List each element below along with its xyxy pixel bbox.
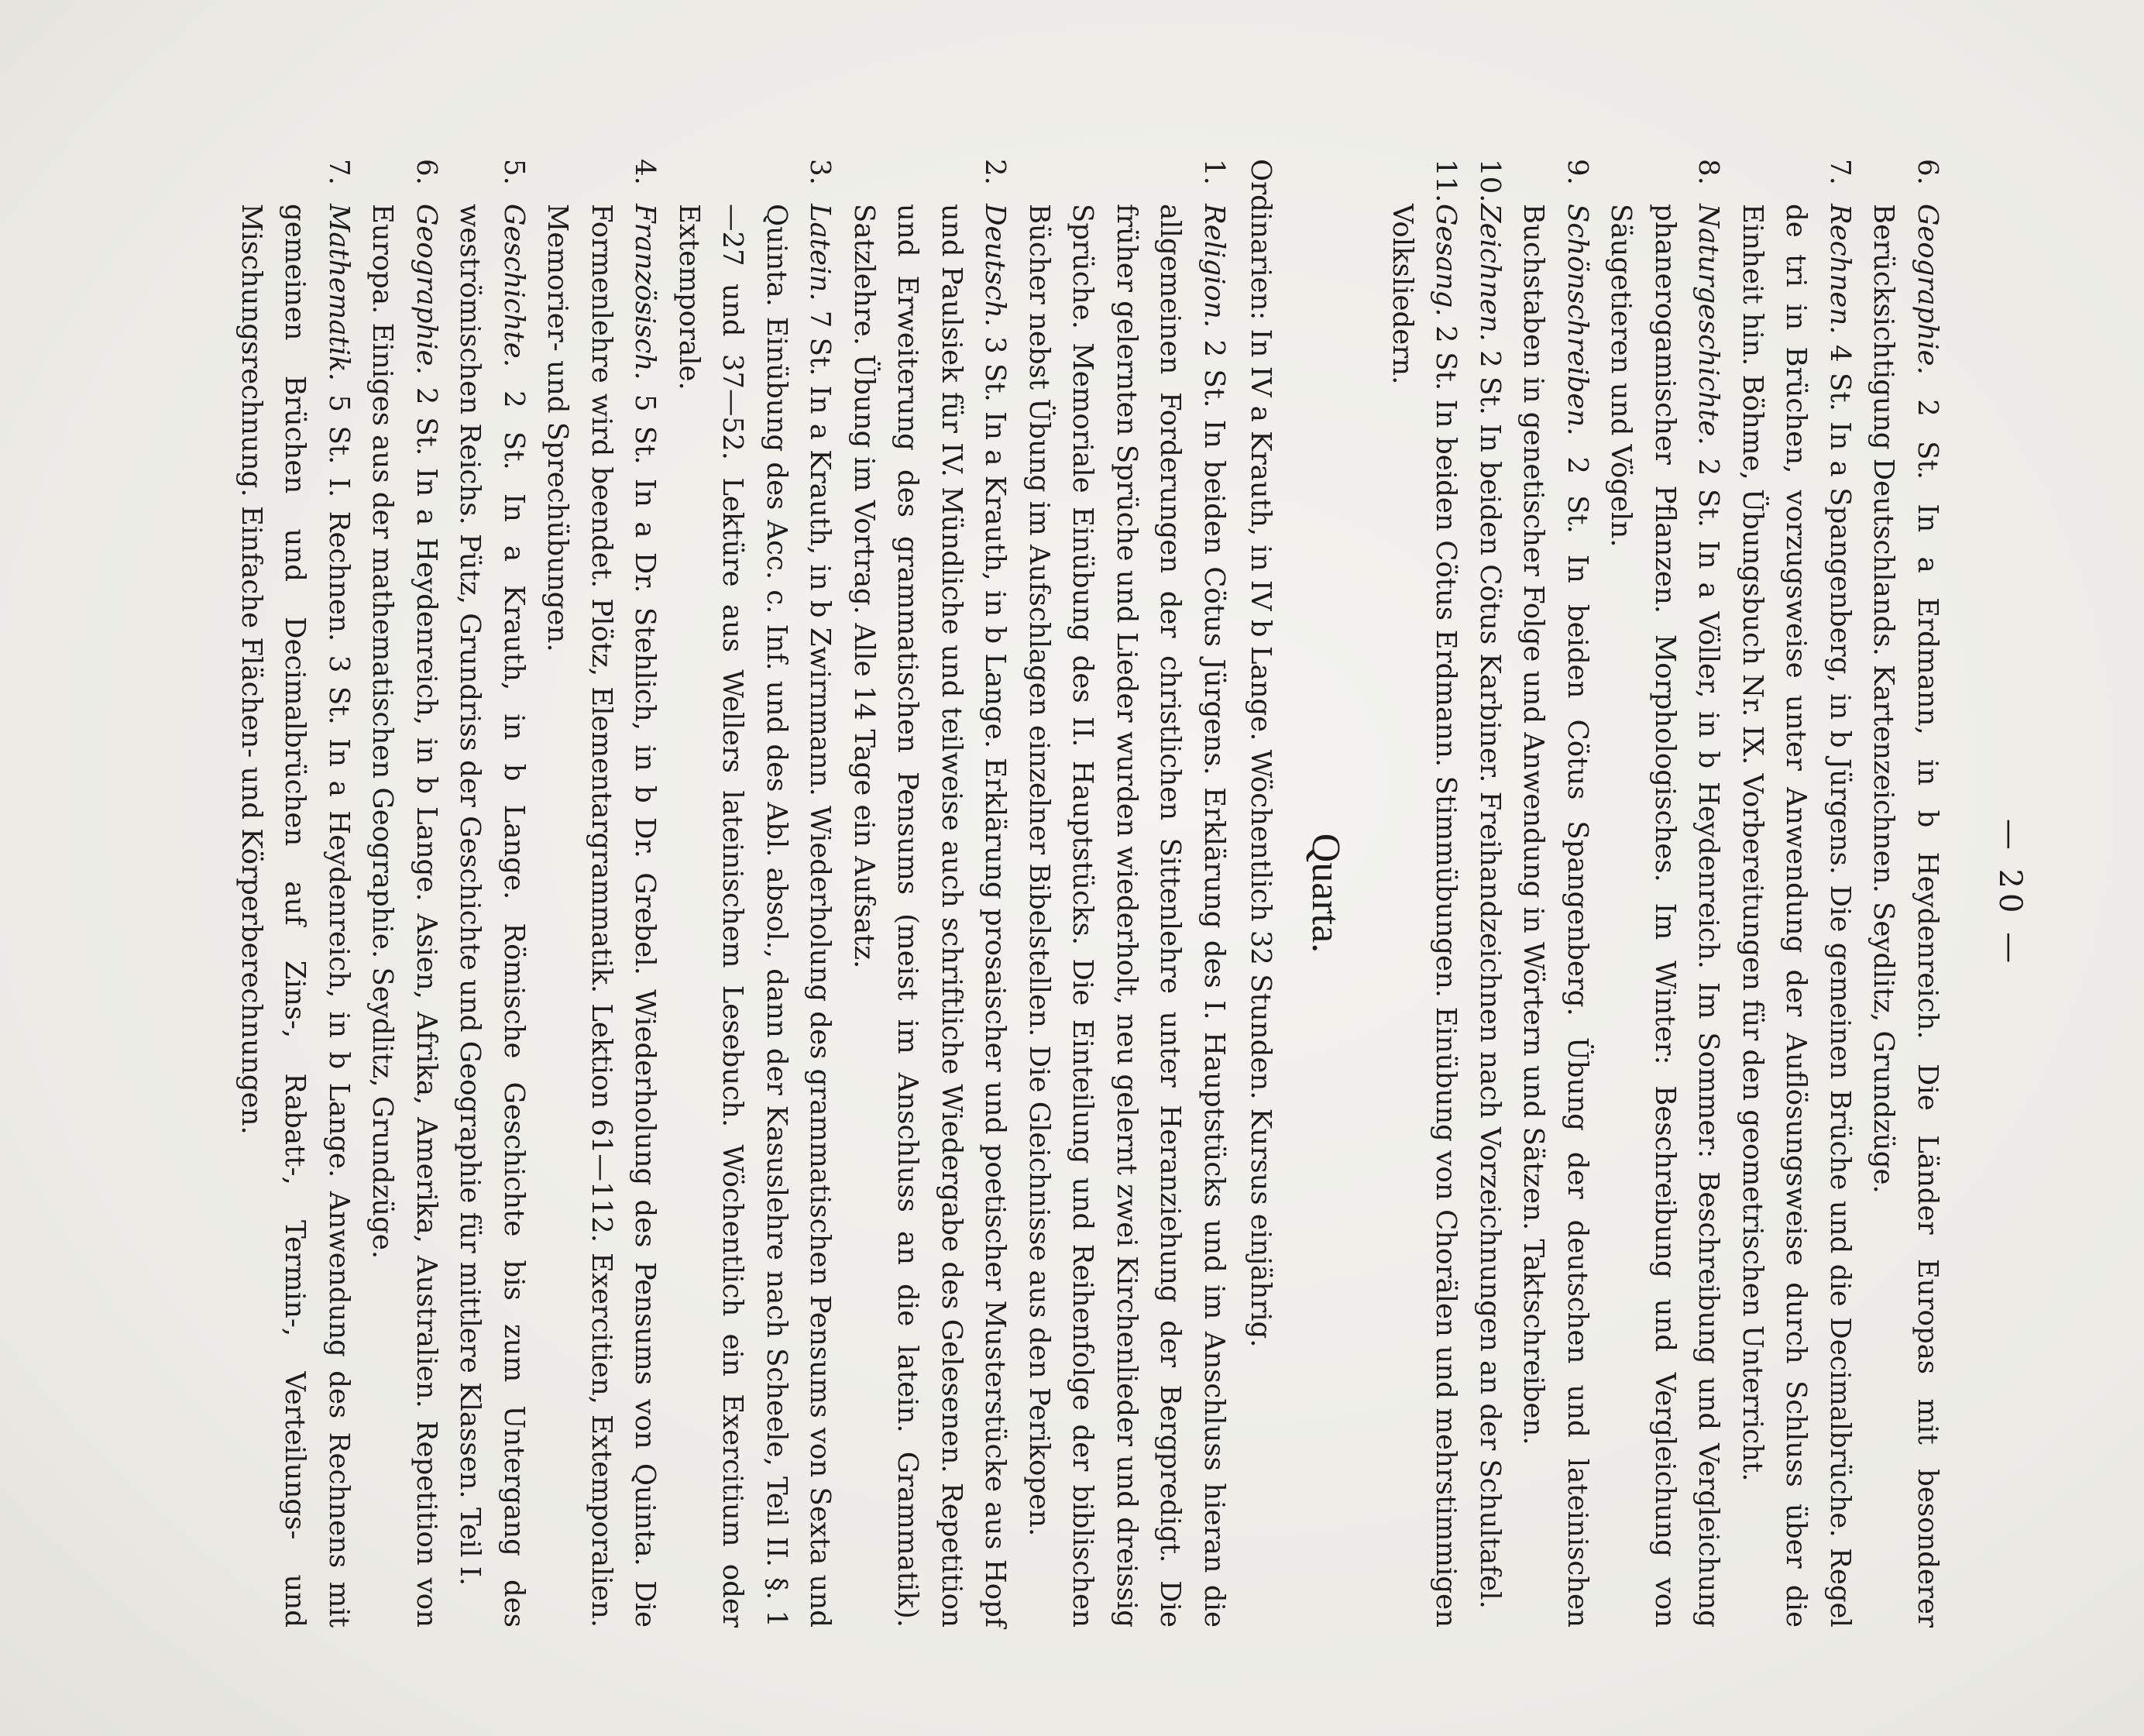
curriculum-list-quinta <box>1380 159 1950 1628</box>
entry-text: 5 St. I. Rechnen. 3 St. In a Heydenreich, in b Lange. Anwendung des Rechnens mit gemeinen Brüchen und Decimalbrüchen auf Zins-, Rabatt-, Termin-, Verteilungs- und Mischungsrechnung. Einfache Flächen- und Körperberechnungen. <box>235 204 355 1628</box>
entry-subject: Französisch. <box>629 204 661 380</box>
entry-subject: Latein. <box>804 204 837 301</box>
subject-entry <box>1861 159 1949 1628</box>
entry-subject: Deutsch. <box>979 204 1012 327</box>
subject-entry <box>1468 159 1512 1628</box>
entry-text: 2 St. In a Krauth, in b Lange. Römische Geschichte bis zum Untergang des weströmischen Reichs. Pütz, Grundriss der Geschichte und Geographie für mittlere Klassen. Teil I. <box>454 204 530 1628</box>
subject-entry <box>360 159 448 1628</box>
entry-number: 9. <box>1562 159 1593 185</box>
entry-text: 7 St. In a Krauth, in b Zwirnmann. Wiederholung des grammatischen Pensums von Sexta und Quinta. Einübung des Acc. c. Inf. und des Abl. absol., dann der Kasuslehre nach Scheele, Teil II. §. 1—27 und 37—52. Lektüre aus Wellers lateinischem Lesebuch. Wöchentlich ein Exercitium oder Extemporale. <box>673 204 837 1628</box>
entry-subject: Geographie. <box>1912 204 1943 375</box>
subject-entry <box>1730 159 1862 1628</box>
subject-entry <box>1511 159 1599 1628</box>
subject-entry <box>1599 159 1730 1628</box>
entry-text: 2 St. In beiden Cötus Karbiner. Freihandzeichnen nach Vorzeichnungen an der Schultafel. <box>1474 350 1506 1609</box>
subject-entry <box>535 159 667 1628</box>
entry-text: 5 St. In a Dr. Stehlich, in b Dr. Grebel. Wiederholung des Pensums von Quinta. Die Formenlehre wird beendet. Plötz, Elementargrammatik. Lektion 61—112. Exercitien, Extemporalien. Memorier- und Sprechübungen. <box>541 204 661 1628</box>
entry-subject: Gesang. <box>1430 204 1462 317</box>
entry-subject: Geographie. <box>411 204 442 375</box>
subject-entry <box>448 159 535 1628</box>
entry-number: 4. <box>629 159 661 185</box>
entry-text: 2 St. In beiden Cötus Spangenberg. Übung der deutschen und lateinischen Buchstaben in genetischer Folge und Anwendung in Wörtern und Sätzen. Taktschreiben. <box>1517 204 1593 1628</box>
entry-text: 2 St. In a Erdmann, in b Heydenreich. Die Länder Europas mit besonderer Berücksichtigung Deutschlands. Kartenzeichnen. Seydlitz, Grundzüge. <box>1867 204 1943 1628</box>
entry-text: 3 St. In a Krauth, in b Lange. Erklärung prosaischer und poetischer Musterstücke aus Hopf und Paulsiek für IV. Mündliche und teilweise auch schriftliche Wiedergabe des Gelesenen. Repetition und Erweiterung des grammatischen Pensums (meist im Anschluss an die latein. Grammatik). Satzlehre. Übung im Vortrag. Alle 14 Tage ein Aufsatz. <box>848 204 1012 1628</box>
entry-number: 2. <box>979 159 1012 185</box>
entry-subject: Naturgeschichte. <box>1692 204 1725 445</box>
curriculum-list-quarta <box>229 159 1236 1628</box>
entry-number: 5. <box>498 159 530 185</box>
subject-entry <box>842 159 1017 1628</box>
entry-text: 2 St. In beiden Cötus Erdmann. Stimmübungen. Einübung von Chorälen und mehrstimmigen Volksliedern. <box>1386 204 1462 1628</box>
page-number: — 20 — <box>1992 818 2028 968</box>
entry-number: 7. <box>323 159 355 185</box>
entry-number: 1. <box>1198 159 1230 185</box>
entry-number: 6. <box>1912 159 1943 185</box>
entry-subject: Schönschreiben. <box>1562 204 1593 436</box>
entry-subject: Mathematik. <box>323 204 355 381</box>
entry-subject: Religion. <box>1198 204 1230 328</box>
entry-number: 7. <box>1824 159 1856 185</box>
entry-subject: Zeichnen. <box>1474 204 1506 342</box>
subject-entry <box>1017 159 1236 1628</box>
subject-entry <box>667 159 842 1628</box>
entry-number: 6. <box>411 159 442 185</box>
entry-number: 11. <box>1430 159 1462 203</box>
entry-text: 2 St. In a Völler, in b Heydenreich. Im Sommer: Beschreibung und Vergleichung phanerogamischer Pflanzen. Morphologisches. Im Winter: Beschreibung und Vergleichung von Säugetieren und Vögeln. <box>1605 204 1725 1628</box>
entry-text: 2 St. In beiden Cötus Jürgens. Erklärung des I. Hauptstücks und im Anschluss hieran die allgemeinen Forderungen der christlichen Sittenlehre unter Heranziehung der Bergpredigt. Die früher gelernten Sprüche und Lieder wurden wiederholt, neu gelernt zwei Kirchenlieder und dreissig Sprüche. Memoriale Einübung des II. Hauptstücks. Die Einteilung und Reihenfolge der biblischen Bücher nebst Übung im Aufschlagen einzelner Bibelstellen. Die Gleichnisse aus den Perikopen. <box>1023 204 1230 1628</box>
entry-text: 4 St. In a Spangenberg, in b Jürgens. Die gemeinen Brüche und die Decimalbrüche. Regel de tri in Brüchen, vorzugsweise unter Anwendung der Auflösungsweise durch Schluss über die Einheit hin. Böhme, Übungsbuch Nr. IX. Vorbereitungen für den geometrischen Unterricht. <box>1737 204 1856 1628</box>
entry-subject: Geschichte. <box>498 204 530 367</box>
ordinarien-line: Ordinarien: In IV a Krauth, in IV b Lange. Wöchentlich 32 Stunden. Kursus einjährig. <box>1245 159 1277 1348</box>
entry-number: 3. <box>804 159 837 185</box>
entry-subject: Rechnen. <box>1824 204 1856 335</box>
entry-text: 2 St. In a Heydenreich, in b Lange. Asien, Afrika, Amerika, Australien. Repetition von Europa. Einiges aus der mathematischen Geographie. Seydlitz, Grundzüge. <box>366 204 442 1628</box>
subject-entry <box>1380 159 1468 1628</box>
entry-number: 10. <box>1474 159 1506 203</box>
section-heading: Quarta. <box>1304 833 1349 954</box>
subject-entry <box>229 159 361 1628</box>
entry-number: 8. <box>1692 159 1725 185</box>
